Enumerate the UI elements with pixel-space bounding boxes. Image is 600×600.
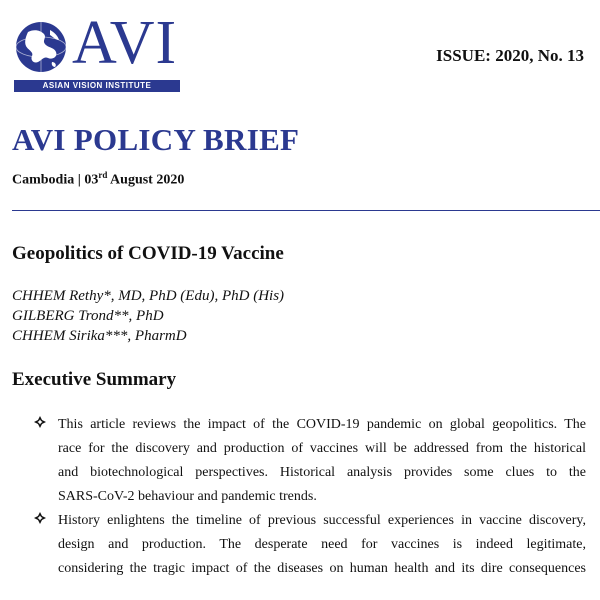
- executive-summary-heading: Executive Summary: [12, 369, 177, 390]
- diamond-bullet-icon: [34, 512, 46, 524]
- bullet-text-line: considering the tragic impact of the diseases on human health and its dire consequences: [58, 561, 586, 576]
- author-item: CHHEM Sirika***, PharmD: [12, 328, 187, 344]
- bullet-text-line: design and production. The desperate need for vaccines is indeed legitimate,: [58, 537, 586, 552]
- header-divider: [12, 210, 600, 211]
- dateline-ordinal: rd: [98, 170, 108, 180]
- avi-logo: [14, 9, 184, 98]
- globe-icon: [14, 20, 68, 74]
- diamond-bullet-icon: [34, 416, 46, 428]
- document-title: Geopolitics of COVID-19 Vaccine: [12, 243, 284, 264]
- logo-tagline: ASIAN VISION INSTITUTE: [14, 80, 180, 92]
- summary-bullet-list: [34, 413, 586, 581]
- issue-number: ISSUE: 2020, No. 13: [436, 46, 584, 65]
- dateline: [12, 170, 184, 189]
- author-list: [12, 286, 284, 346]
- brief-title: AVI POLICY BRIEF: [12, 122, 300, 157]
- author-item: CHHEM Rethy*, MD, PhD (Edu), PhD (His): [12, 288, 285, 304]
- bullet-text-line: and biotechnological perspectives. Historical analysis provides some clues to the: [58, 465, 586, 480]
- dateline-suffix: August 2020: [107, 172, 185, 188]
- dateline-prefix: Cambodia | 03: [12, 172, 99, 188]
- logo-wordmark: AVI: [72, 9, 178, 77]
- author-item: GILBERG Trond**, PhD: [12, 308, 164, 324]
- summary-bullet: [34, 413, 586, 509]
- summary-bullet: [34, 509, 586, 581]
- bullet-text-line: This article reviews the impact of the COVID-19 pandemic on global geopolitics. The: [58, 417, 586, 432]
- bullet-text-line: History enlightens the timeline of previous successful experiences in vaccine discovery,: [58, 513, 586, 528]
- bullet-text-line: race for the discovery and production of vaccines will be addressed from the historical: [58, 441, 586, 456]
- bullet-text-line: SARS-CoV-2 behaviour and pandemic trends.: [58, 489, 317, 504]
